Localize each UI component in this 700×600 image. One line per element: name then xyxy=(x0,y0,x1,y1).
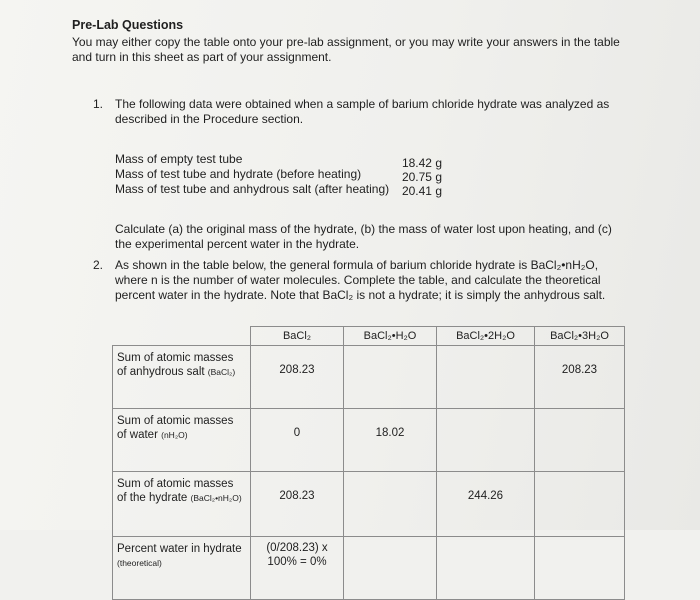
header-bacl2-3h2o: BaCl₂•3H₂O xyxy=(535,327,625,346)
table-row xyxy=(113,346,625,409)
table-cell[interactable] xyxy=(437,537,535,600)
row-label: Sum of atomic masses of anhydrous salt (BaCl₂) xyxy=(113,346,251,409)
intro-text: You may either copy the table onto your pre-lab assignment, or you may write your answers in the table and turn in this sheet as part of your assignment. xyxy=(72,35,620,64)
mass-values xyxy=(400,156,442,198)
header-blank xyxy=(113,327,251,346)
mass-label-tube-hydrate: Mass of test tube and hydrate (before heating) xyxy=(115,167,362,181)
table-cell[interactable] xyxy=(535,409,625,472)
page-title: Pre-Lab Questions xyxy=(72,18,184,32)
mass-value-empty-tube: 18.42 g xyxy=(401,156,442,170)
table-cell[interactable]: 208.23 xyxy=(251,346,344,409)
row-label: Sum of atomic masses of water (nH₂O) xyxy=(113,409,251,472)
mass-label-empty-tube: Mass of empty test tube xyxy=(115,152,243,166)
table-cell[interactable]: 0 xyxy=(251,409,344,472)
mass-labels xyxy=(115,152,389,197)
question-2-number: 2. xyxy=(93,258,104,272)
table-cell[interactable] xyxy=(437,409,535,472)
table-header-row xyxy=(113,327,625,346)
table-cell[interactable] xyxy=(437,346,535,409)
hydrate-table xyxy=(112,326,625,600)
mass-value-tube-anhydrous: 20.41 g xyxy=(401,184,442,198)
table-cell[interactable] xyxy=(535,472,625,537)
header-bacl2-2h2o: BaCl₂•2H₂O xyxy=(437,327,535,346)
table-cell[interactable]: (0/208.23) x 100% = 0% xyxy=(251,537,344,600)
table-cell[interactable]: 208.23 xyxy=(535,346,625,409)
question-2-text: As shown in the table below, the general formula of barium chloride hydrate is BaCl₂•nH₂O, where n is the number of water molecules. Complete the table, and calculate the theoretical percent water in the hydrate. Note that BaCl₂ is not a hydrate; it is simply the anhydrous salt. xyxy=(115,258,606,302)
table-cell[interactable]: 18.02 xyxy=(344,409,437,472)
mass-value-tube-hydrate: 20.75 g xyxy=(401,170,442,184)
table-row xyxy=(113,409,625,472)
question-1-text: The following data were obtained when a sample of barium chloride hydrate was analyzed as described in the Procedure section. xyxy=(115,97,610,126)
row-label: Percent water in hydrate (theoretical) xyxy=(113,537,251,600)
table-cell[interactable] xyxy=(344,537,437,600)
table-cell[interactable]: 244.26 xyxy=(437,472,535,537)
table-cell[interactable] xyxy=(344,346,437,409)
table-cell[interactable]: 208.23 xyxy=(251,472,344,537)
mass-label-tube-anhydrous: Mass of test tube and anhydrous salt (after heating) xyxy=(115,182,390,196)
table-row xyxy=(113,472,625,537)
calculate-instructions: Calculate (a) the original mass of the hydrate, (b) the mass of water lost upon heating, and (c) the experimental percent water in the hydrate. xyxy=(115,222,612,251)
header-bacl2: BaCl₂ xyxy=(251,327,344,346)
table-cell[interactable] xyxy=(535,537,625,600)
question-1-number: 1. xyxy=(93,97,104,111)
header-bacl2-h2o: BaCl₂•H₂O xyxy=(344,327,437,346)
table-cell[interactable] xyxy=(344,472,437,537)
table-row xyxy=(113,537,625,600)
row-label: Sum of atomic masses of the hydrate (BaCl₂•nH₂O) xyxy=(113,472,251,537)
